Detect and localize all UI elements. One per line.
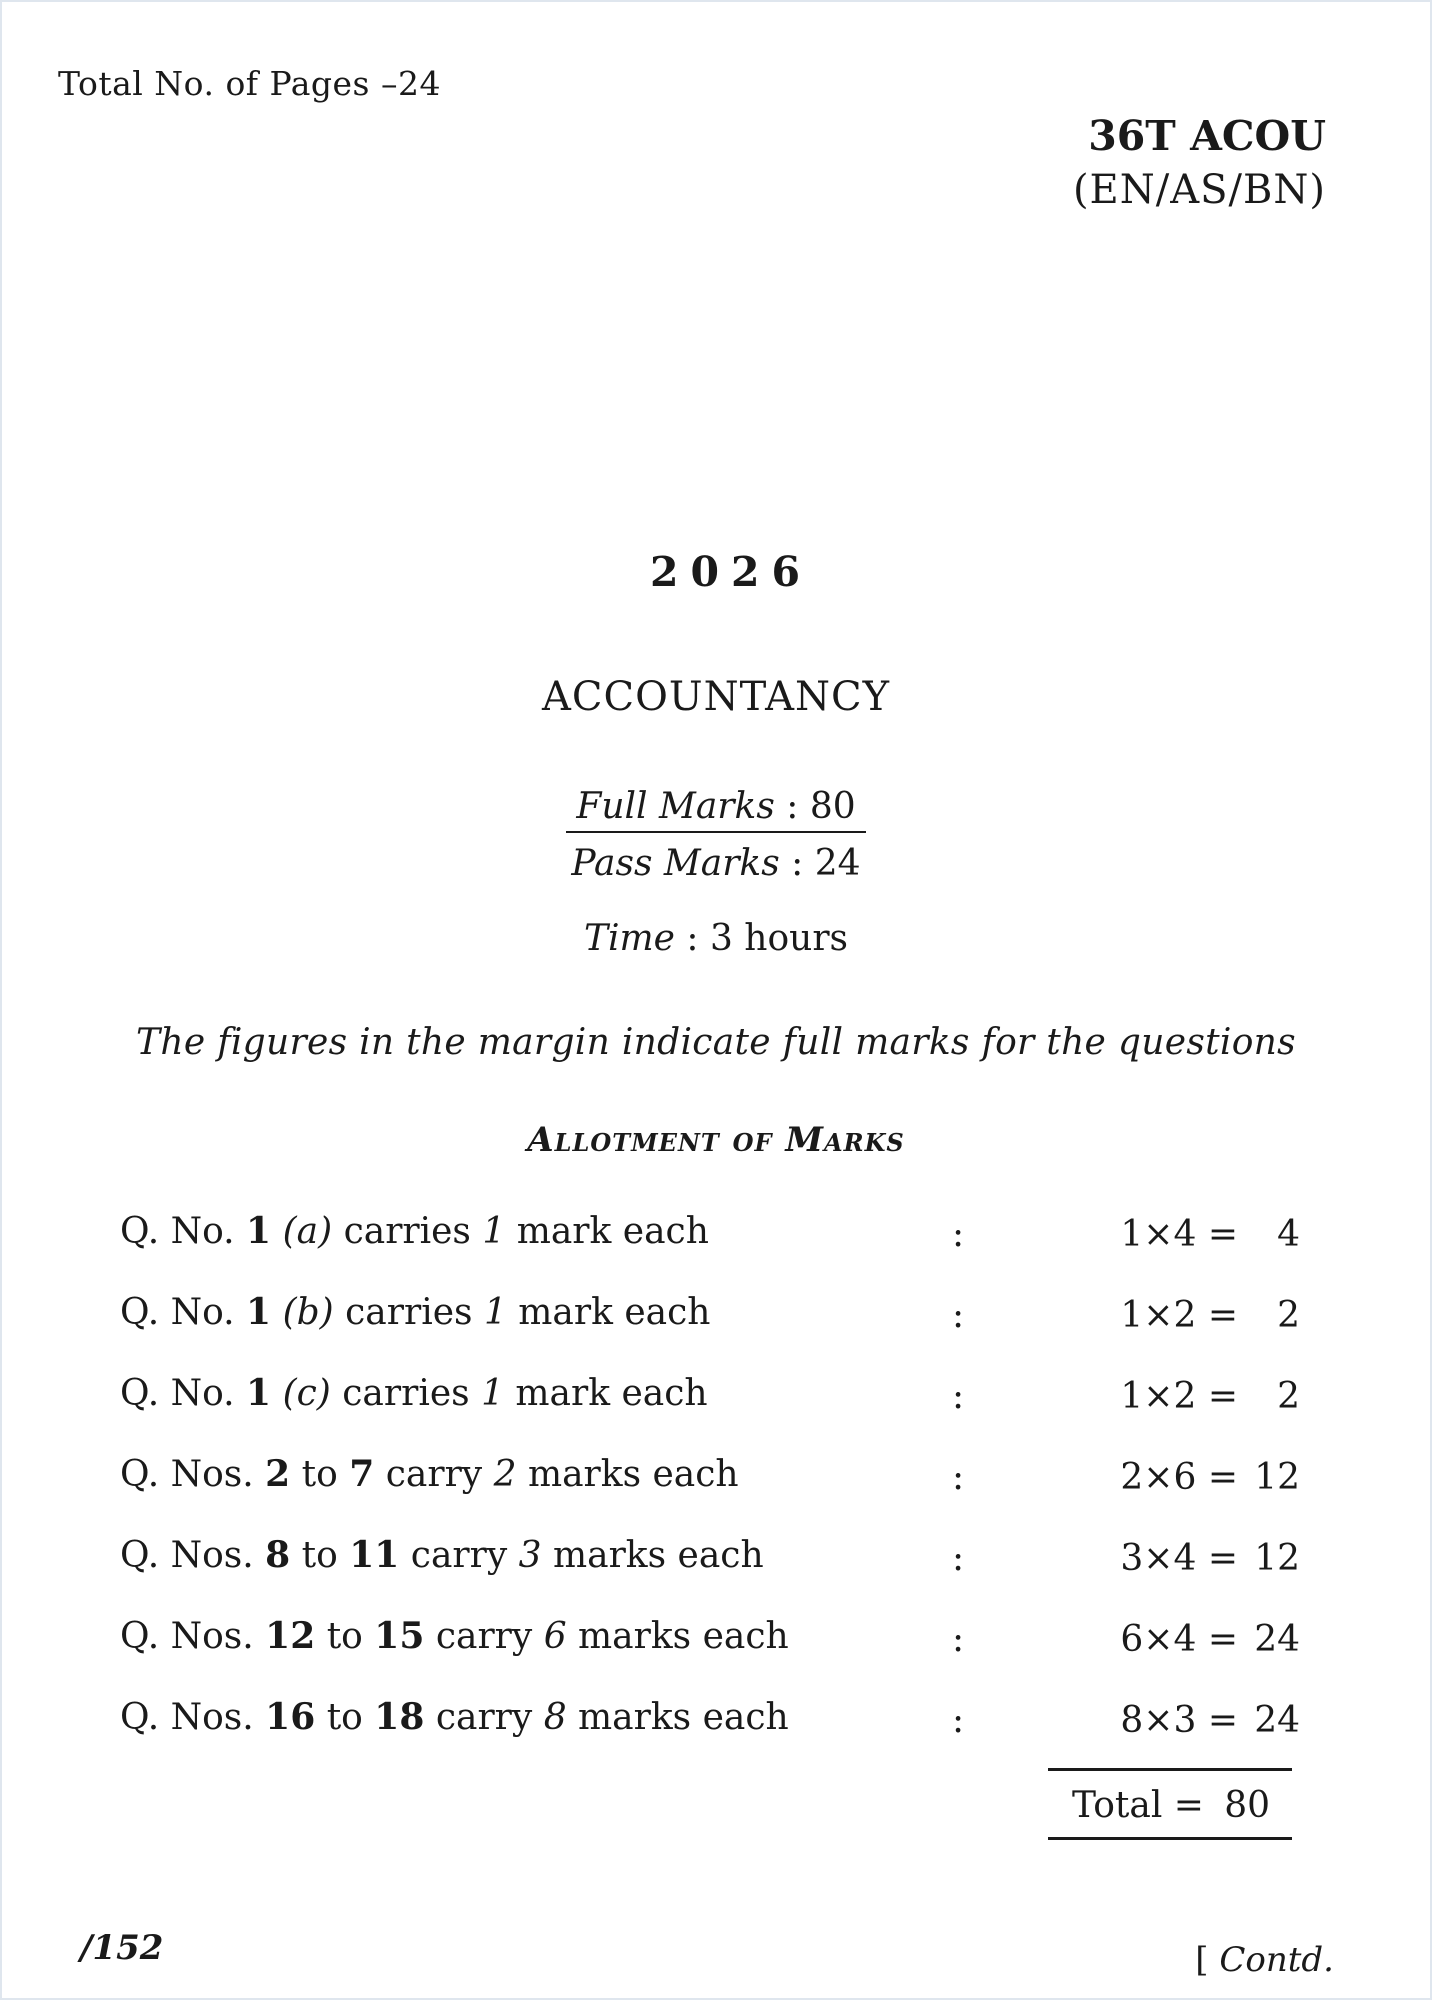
- total-label: Total =: [1072, 1785, 1204, 1826]
- full-marks-value: : 80: [786, 786, 856, 827]
- row-calculation: 1×4 =: [1120, 1214, 1238, 1255]
- row-colon: :: [952, 1376, 965, 1417]
- allotment-row: [120, 1696, 1300, 1777]
- row-description: Q. No. 1 (a) carries 1 mark each: [120, 1210, 709, 1252]
- total-marks-row: [1048, 1768, 1292, 1840]
- continued-note: [1195, 1940, 1334, 1980]
- time-label: Time: [583, 918, 675, 959]
- allotment-row: [120, 1453, 1300, 1534]
- full-marks-label: Full Marks: [576, 786, 775, 827]
- allotment-row: [120, 1210, 1300, 1291]
- row-result: 2: [1277, 1295, 1300, 1336]
- full-marks: [566, 786, 865, 833]
- continued-text: [ Contd.: [1195, 1940, 1334, 1980]
- row-colon: :: [952, 1214, 965, 1255]
- row-result: 24: [1254, 1619, 1300, 1660]
- allotment-table: [120, 1210, 1300, 1777]
- row-result: 12: [1254, 1457, 1300, 1498]
- pass-marks-label: Pass Marks: [571, 843, 780, 884]
- row-description: Q. Nos. 8 to 11 carry 3 marks each: [120, 1534, 764, 1576]
- row-description: Q. Nos. 16 to 18 carry 8 marks each: [120, 1696, 789, 1738]
- row-result: 12: [1254, 1538, 1300, 1579]
- marks-block: [2, 786, 1430, 884]
- exam-year: 2026: [649, 548, 813, 596]
- row-calculation: 1×2 =: [1120, 1376, 1238, 1417]
- row-result: 2: [1277, 1376, 1300, 1417]
- allotment-title: Allotment of Marks: [527, 1120, 905, 1160]
- pass-marks-value: : 24: [791, 843, 861, 884]
- allotment-row: [120, 1534, 1300, 1615]
- row-colon: :: [952, 1619, 965, 1660]
- row-result: 24: [1254, 1700, 1300, 1741]
- allotment-row: [120, 1291, 1300, 1372]
- row-colon: :: [952, 1700, 965, 1741]
- row-calculation: 3×4 =: [1120, 1538, 1238, 1579]
- time-value: : 3 hours: [686, 918, 849, 959]
- allotment-row: [120, 1372, 1300, 1453]
- row-calculation: 1×2 =: [1120, 1295, 1238, 1336]
- footer-paper-number: /152: [80, 1928, 164, 1968]
- paper-code: 36T ACOU: [1088, 112, 1326, 160]
- allotment-row: [120, 1615, 1300, 1696]
- row-colon: :: [952, 1538, 965, 1579]
- row-colon: :: [952, 1295, 965, 1336]
- row-description: Q. No. 1 (c) carries 1 mark each: [120, 1372, 708, 1414]
- row-description: Q. No. 1 (b) carries 1 mark each: [120, 1291, 711, 1333]
- total-value: 80: [1224, 1785, 1270, 1826]
- row-calculation: 8×3 =: [1120, 1700, 1238, 1741]
- instruction-text: The figures in the margin indicate full marks for the questions: [136, 1022, 1296, 1063]
- row-calculation: 2×6 =: [1120, 1457, 1238, 1498]
- pass-marks: [566, 833, 865, 884]
- row-description: Q. Nos. 2 to 7 carry 2 marks each: [120, 1453, 739, 1495]
- total-pages-note: Total No. of Pages –24: [58, 64, 441, 103]
- time-allowed: [2, 918, 1430, 959]
- language-codes: (EN/AS/BN): [1072, 167, 1326, 213]
- row-description: Q. Nos. 12 to 15 carry 6 marks each: [120, 1615, 789, 1657]
- row-colon: :: [952, 1457, 965, 1498]
- subject-title: ACCOUNTANCY: [542, 674, 890, 720]
- row-calculation: 6×4 =: [1120, 1619, 1238, 1660]
- row-result: 4: [1277, 1214, 1300, 1255]
